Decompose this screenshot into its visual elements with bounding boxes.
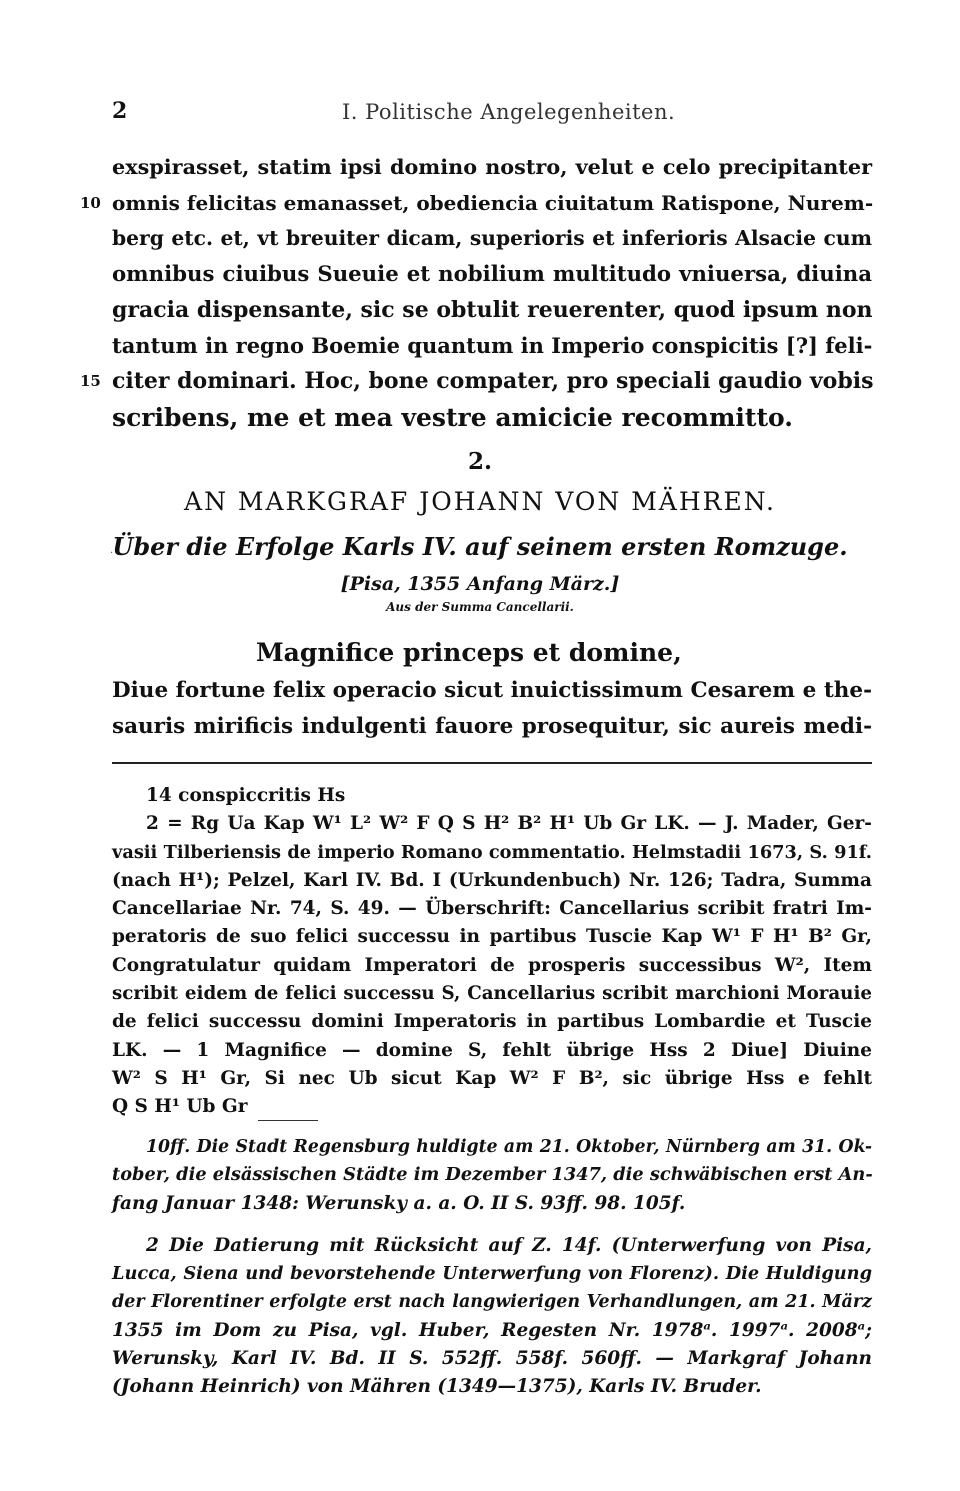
note-line: 10ff. Die Stadt Regensburg huldigte am 21. Oktober, Nürnberg am 31. Ok- (146, 1137, 872, 1157)
running-title: I. Politische Angelegenheiten. (342, 100, 676, 124)
note-line: tober, die elsässischen Städte im Dezember 1347, die schwäbischen erst An- (112, 1164, 873, 1186)
text-line (80, 186, 874, 222)
note-line: 2 Die Datierung mit Rücksicht auf Z. 14f. (Unterwerfung von Pisa, (146, 1234, 872, 1256)
text-line (112, 328, 872, 364)
document-source: Aus der Summa Cancellarii. (386, 600, 574, 614)
text-line (112, 293, 872, 329)
text-line: sauris mirificis indulgenti fauore prosequitur, sic aureis medi- (112, 713, 872, 739)
line-number: 10 (80, 193, 101, 212)
text-line (80, 364, 874, 400)
apparatus-line: LK. — 1 Magnifice — domine S, fehlt übrige Hss 2 Diue] Diuine (112, 1039, 872, 1061)
apparatus-line: peratoris de suo felici successu in partibus Tuscie Kap W¹ F H¹ B² Gr, (112, 926, 872, 948)
running-head (112, 98, 872, 128)
line-text: exspirasset, statim ipsi domino nostro, velut e celo precipitanter (112, 155, 872, 179)
main-text-block (80, 150, 874, 436)
footnote-divider (112, 762, 872, 764)
line-text: berg etc. et, vt breuiter dicam, superioris et inferioris Alsacie cum (112, 226, 872, 251)
note-line: 1355 im Dom zu Pisa, vgl. Huber, Regesten Nr. 1978ᵃ. 1997ᵃ. 2008ᵃ; (112, 1319, 872, 1341)
apparatus-line: Cancellariae Nr. 74, S. 49. — Überschrift: Cancellarius scribit fratri Im- (112, 898, 872, 920)
line-text: scribens, me et mea vestre amicicie recommitto. (112, 402, 793, 432)
note-line: (Johann Heinrich) von Mähren (1349—1375), Karls IV. Bruder. (112, 1376, 762, 1398)
margin-dot: · (110, 548, 114, 559)
apparatus-line: Q S H¹ Ub Gr (112, 1096, 248, 1118)
apparatus-line: W² S H¹ Gr, Si nec Ub sicut Kap W² F B², sic übrige Hss e fehlt (112, 1067, 872, 1089)
letter-salutation: Magnifice princeps et domine, (256, 638, 682, 667)
apparatus-line: de felici successu domini Imperatoris in partibus Lombardie et Tuscie (112, 1011, 872, 1033)
line-text: omnis felicitas emanasset, obediencia ciuitatum Ratispone, Nurem- (112, 190, 874, 215)
page-number: 2 (112, 98, 128, 124)
note-line: fang Januar 1348: Werunsky a. a. O. II S. 93ff. 98. 105f. (112, 1192, 686, 1214)
apparatus-line: Congratulatur quidam Imperatori de prosperis successibus W², Item (112, 954, 872, 976)
document-number: 2. (467, 448, 492, 475)
note-line: der Florentiner erfolgte erst nach langwierigen Verhandlungen, am 21. März (112, 1292, 872, 1313)
document-date: [Pisa, 1355 Anfang März.] (340, 573, 620, 595)
line-text: gracia dispensante, sic se obtulit reuerenter, quod ipsum non (112, 296, 873, 323)
text-line (112, 150, 872, 186)
apparatus-line: 2 = Rg Ua Kap W¹ L² W² F Q S H² B² H¹ Ub Gr LK. — J. Mader, Ger- (146, 813, 872, 835)
notes-divider (258, 1120, 318, 1121)
letter-text-block (112, 673, 872, 744)
text-line (112, 221, 872, 257)
text-line (112, 400, 872, 436)
text-line: Diue fortune felix operacio sicut inuictissimum Cesarem e the- (112, 678, 872, 703)
note-spacer (112, 1218, 872, 1232)
note-line: Lucca, Siena und bevorstehende Unterwerfung von Florenz). Die Huldigung (112, 1263, 872, 1285)
apparatus-line: (nach H¹); Pelzel, Karl IV. Bd. I (Urkundenbuch) Nr. 126; Tadra, Summa (112, 869, 872, 891)
document-title: AN MARKGRAF JOHANN VON MÄHREN. (184, 487, 776, 516)
apparatus-line: scribit eidem de felici successu S, Cancellarius scribit marchioni Morauie (112, 983, 872, 1005)
apparatus-line: 14 conspiccritis Hs (146, 785, 346, 806)
apparatus-line: vasii Tilberiensis de imperio Romano commentatio. Helmstadii 1673, S. 91f. (112, 841, 872, 863)
historical-notes (112, 1133, 872, 1402)
line-number: 15 (80, 372, 101, 391)
text-line (112, 257, 872, 293)
document-subtitle: Über die Erfolge Karls IV. auf seinem ersten Romzuge. (112, 532, 848, 561)
line-text: citer dominari. Hoc, bone compater, pro speciali gaudio vobis (112, 368, 874, 395)
note-line: Werunsky, Karl IV. Bd. II S. 552ff. 558f. 560ff. — Markgraf Johann (112, 1348, 872, 1370)
critical-apparatus (112, 782, 872, 1122)
line-text: omnibus ciuibus Sueuie et nobilium multitudo vniuersa, diuina (112, 262, 872, 288)
line-text: tantum in regno Boemie quantum in Imperio conspicitis [?] feli- (112, 333, 873, 359)
